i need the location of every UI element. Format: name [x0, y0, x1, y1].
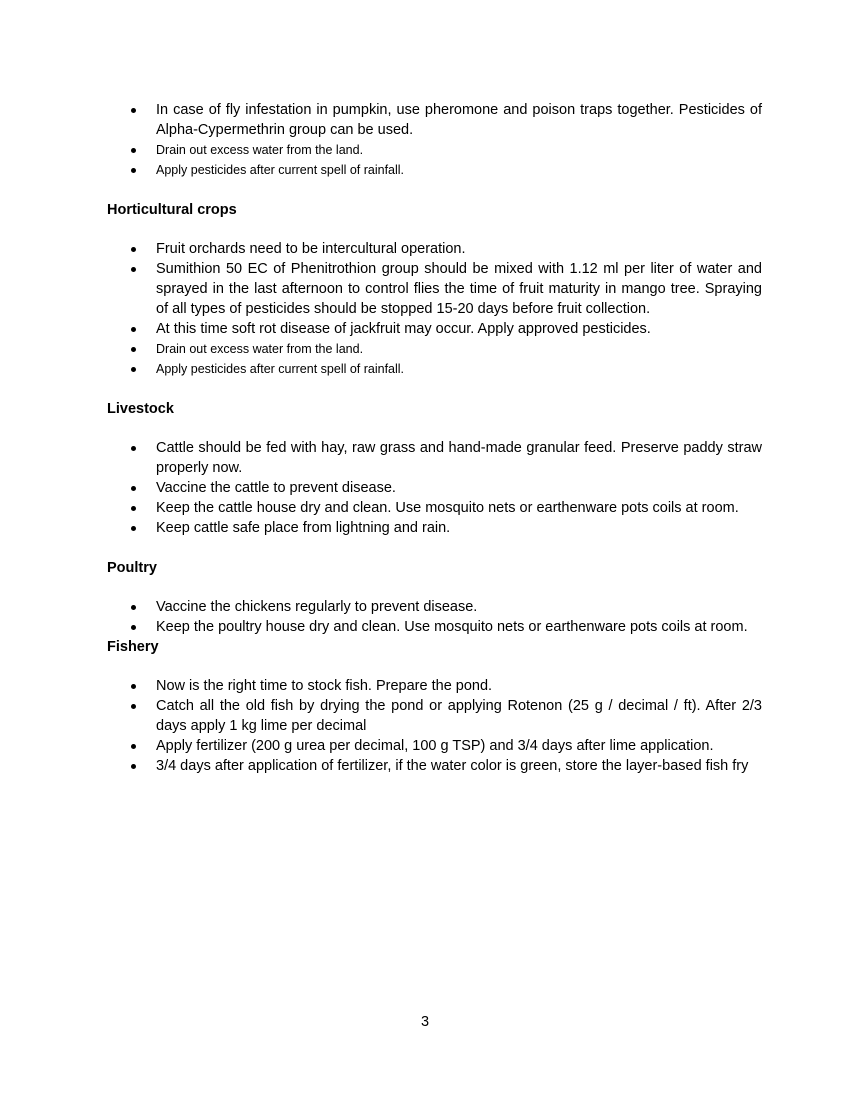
- list-item: [107, 617, 762, 637]
- bullet-icon: [131, 108, 136, 113]
- list-item-text: Keep the cattle house dry and clean. Use mosquito nets or earthenware pots coils at room.: [156, 500, 739, 516]
- section-heading: Livestock: [107, 401, 174, 417]
- list-item: [107, 696, 762, 736]
- list-item: [107, 736, 762, 756]
- list-item-text: Cattle should be fed with hay, raw grass and hand-made granular feed. Preserve paddy straw properly now.: [156, 440, 762, 476]
- list-item: [107, 597, 762, 617]
- list-item-text: Drain out excess water from the land.: [156, 342, 364, 356]
- list-item-text: Apply pesticides after current spell of rainfall.: [156, 163, 405, 177]
- list-item-text: Catch all the old fish by drying the pond or applying Rotenon (25 g / decimal / ft). After 2/3 days apply 1 kg lime per decimal: [156, 698, 762, 734]
- section-bullet-list: [107, 676, 762, 776]
- bullet-icon: [131, 744, 136, 749]
- list-item: [107, 756, 762, 776]
- list-item: [107, 100, 762, 140]
- list-item-text: Now is the right time to stock fish. Prepare the pond.: [156, 678, 493, 694]
- list-item: [107, 319, 762, 339]
- bullet-icon: [131, 486, 136, 491]
- list-item-text: Sumithion 50 EC of Phenitrothion group should be mixed with 1.12 ml per liter of water and sprayed in the last afternoon to control flies the time of fruit maturity in mango tree. Spraying of all types of pesticides should be stopped 15-20 days before fruit collection.: [156, 261, 762, 317]
- bullet-icon: [131, 247, 136, 252]
- list-item-text: Keep the poultry house dry and clean. Use mosquito nets or earthenware pots coils at room.: [156, 619, 748, 635]
- list-item: [107, 676, 762, 696]
- list-item: [107, 478, 762, 498]
- bullet-icon: [131, 625, 136, 630]
- bullet-icon: [131, 764, 136, 769]
- section-heading: Horticultural crops: [107, 202, 237, 218]
- intro-bullet-list: [107, 100, 762, 180]
- bullet-icon: [131, 605, 136, 610]
- list-item-text: Fruit orchards need to be intercultural operation.: [156, 241, 466, 257]
- section-heading: Poultry: [107, 560, 157, 576]
- bullet-icon: [131, 506, 136, 511]
- section-bullet-list: [107, 239, 762, 379]
- bullet-icon: [131, 148, 136, 153]
- list-item-text: Apply fertilizer (200 g urea per decimal, 100 g TSP) and 3/4 days after lime application.: [156, 738, 714, 754]
- list-item-text: Drain out excess water from the land.: [156, 143, 364, 157]
- bullet-icon: [131, 168, 136, 173]
- list-item: [107, 140, 762, 160]
- bullet-icon: [131, 327, 136, 332]
- list-item-text: Keep cattle safe place from lightning and rain.: [156, 520, 451, 536]
- page-number: 3: [420, 1014, 430, 1030]
- list-item-text: 3/4 days after application of fertilizer, if the water color is green, store the layer-based fish fry: [156, 758, 749, 774]
- bullet-icon: [131, 347, 136, 352]
- bullet-icon: [131, 526, 136, 531]
- section-heading: Fishery: [107, 639, 159, 655]
- list-item: [107, 498, 762, 518]
- bullet-icon: [131, 704, 136, 709]
- sections-container: [107, 200, 762, 776]
- list-item-text: In case of fly infestation in pumpkin, use pheromone and poison traps together. Pesticides of Alpha-Cypermethrin group can be used.: [156, 102, 762, 138]
- list-item: [107, 518, 762, 538]
- document-body: [107, 100, 762, 776]
- bullet-icon: [131, 367, 136, 372]
- list-item: [107, 239, 762, 259]
- list-item: [107, 160, 762, 180]
- list-item-text: Vaccine the cattle to prevent disease.: [156, 480, 396, 496]
- list-item-text: Apply pesticides after current spell of rainfall.: [156, 362, 405, 376]
- bullet-icon: [131, 684, 136, 689]
- list-item: [107, 259, 762, 319]
- bullet-icon: [131, 267, 136, 272]
- list-item: [107, 359, 762, 379]
- list-item-text: At this time soft rot disease of jackfruit may occur. Apply approved pesticides.: [156, 321, 651, 337]
- section-bullet-list: [107, 597, 762, 637]
- list-item-text: Vaccine the chickens regularly to prevent disease.: [156, 599, 478, 615]
- bullet-icon: [131, 446, 136, 451]
- section-bullet-list: [107, 438, 762, 538]
- list-item: [107, 339, 762, 359]
- list-item: [107, 438, 762, 478]
